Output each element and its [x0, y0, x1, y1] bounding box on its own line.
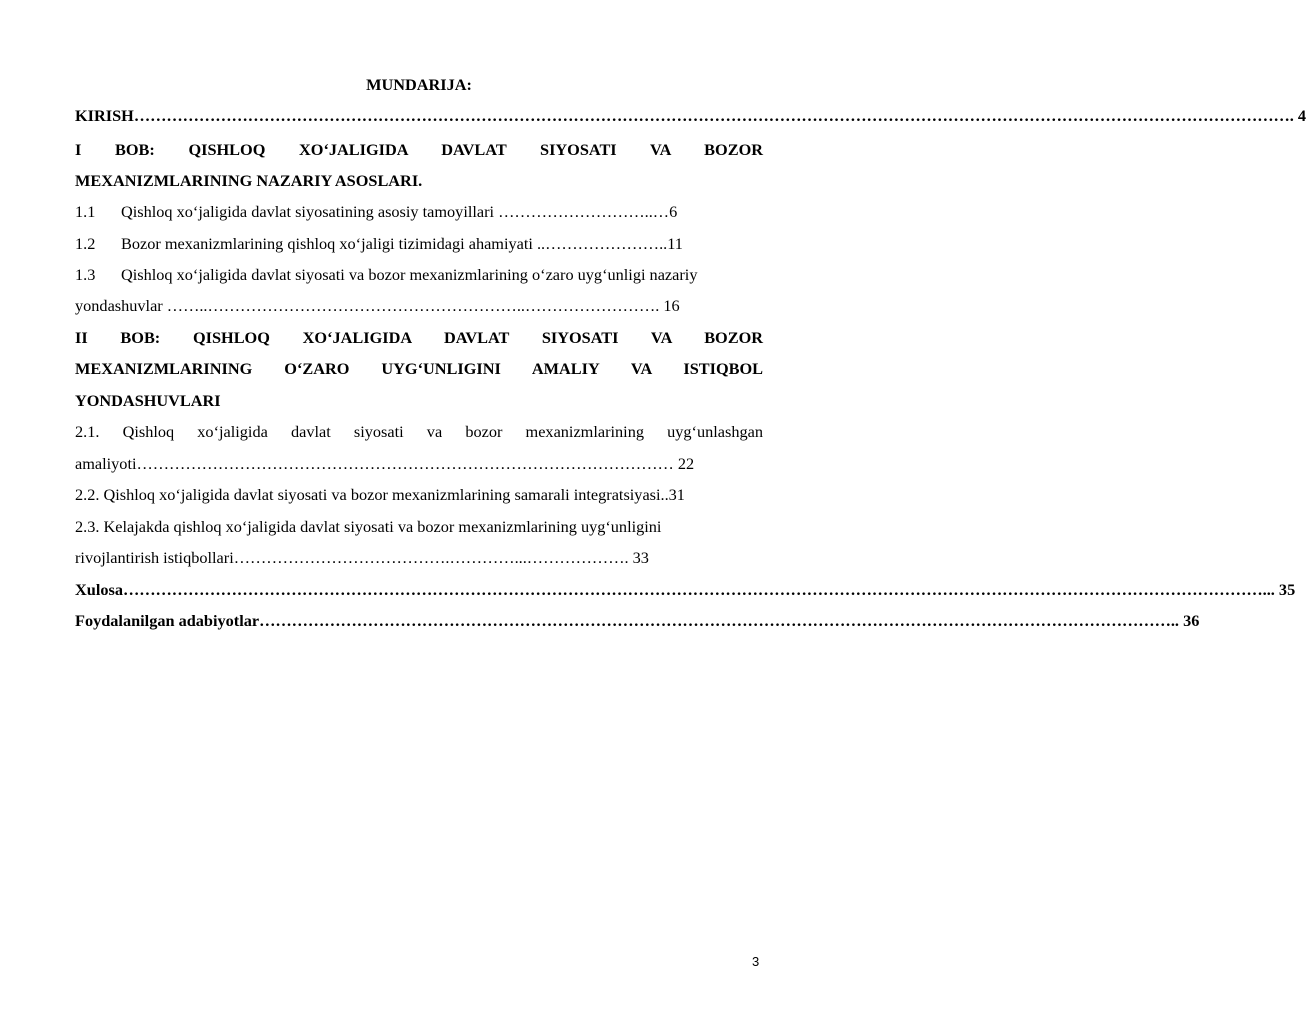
toc-entry-2-1: 2.1. Qishloq xo‘jaligida davlat siyosati va bozor mexanizmlarining uyg‘unlashgan: [75, 422, 763, 441]
toc-entry-adabiyotlar: Foydalanilgan adabiyotlar…………………………………………………………………………………………………………………………………………………….. 36: [75, 611, 1200, 630]
toc-entry-kirish: KIRISH……………………………………………………………………………………………………………………………………………………………………………………………. 4: [75, 106, 1306, 125]
section-number: 1.2: [75, 234, 96, 253]
toc-entry-1-1: [75, 201, 763, 223]
toc-chapter2-title-line1: II BOB: QISHLOQ XO‘JALIGIDA DAVLAT SIYOSATI VA BOZOR: [75, 328, 763, 347]
toc-entry-2-1-line2: amaliyoti……………………………………………………………………………………… 22: [75, 454, 695, 473]
toc-entry-1-2: [75, 233, 763, 255]
section-number: 1.3: [75, 265, 96, 284]
page-number: 3: [752, 954, 760, 969]
toc-chapter1-title-line2: MEXANIZMLARINING NAZARIY ASOSLARI.: [75, 171, 423, 190]
toc-entry-1-3: [75, 264, 763, 286]
toc-entry-2-3: 2.3. Kelajakda qishloq xo‘jaligida davlat siyosati va bozor mexanizmlarining uyg‘unligini: [75, 517, 662, 536]
section-title: Qishloq xo‘jaligida davlat siyosatining asosiy tamoyillari ………………………..…6: [121, 202, 678, 221]
toc-chapter2-title-line2: MEXANIZMLARINING O‘ZARO UYG‘UNLIGINI AMALIY VA ISTIQBOL: [75, 359, 763, 378]
toc-chapter1-title-line1: I BOB: QISHLOQ XO‘JALIGIDA DAVLAT SIYOSATI VA BOZOR: [75, 140, 763, 159]
toc-entry-xulosa: Xulosa…………………………………………………………………………………………………………………………………………………………………………………………... 35: [75, 580, 1296, 599]
toc-title: MUNDARIJA:: [366, 75, 472, 94]
section-title: Bozor mexanizmlarining qishloq xo‘jaligi tizimidagi ahamiyati ..…………………..11: [121, 234, 683, 253]
toc-chapter2-title-line3: YONDASHUVLARI: [75, 391, 221, 410]
toc-entry-1-3-line2: yondashuvlar ……..…………………………………………………..……………………. 16: [75, 296, 680, 315]
toc-entry-2-3-line2: rivojlantirish istiqbollari………………………………….…………...………………. 33: [75, 548, 649, 567]
section-title: Qishloq xo‘jaligida davlat siyosati va bozor mexanizmlarining o‘zaro uyg‘unligi nazariy: [121, 265, 698, 284]
toc-entry-2-2: 2.2. Qishloq xo‘jaligida davlat siyosati va bozor mexanizmlarining samarali integratsiyasi..31: [75, 485, 685, 504]
section-number: 1.1: [75, 202, 96, 221]
